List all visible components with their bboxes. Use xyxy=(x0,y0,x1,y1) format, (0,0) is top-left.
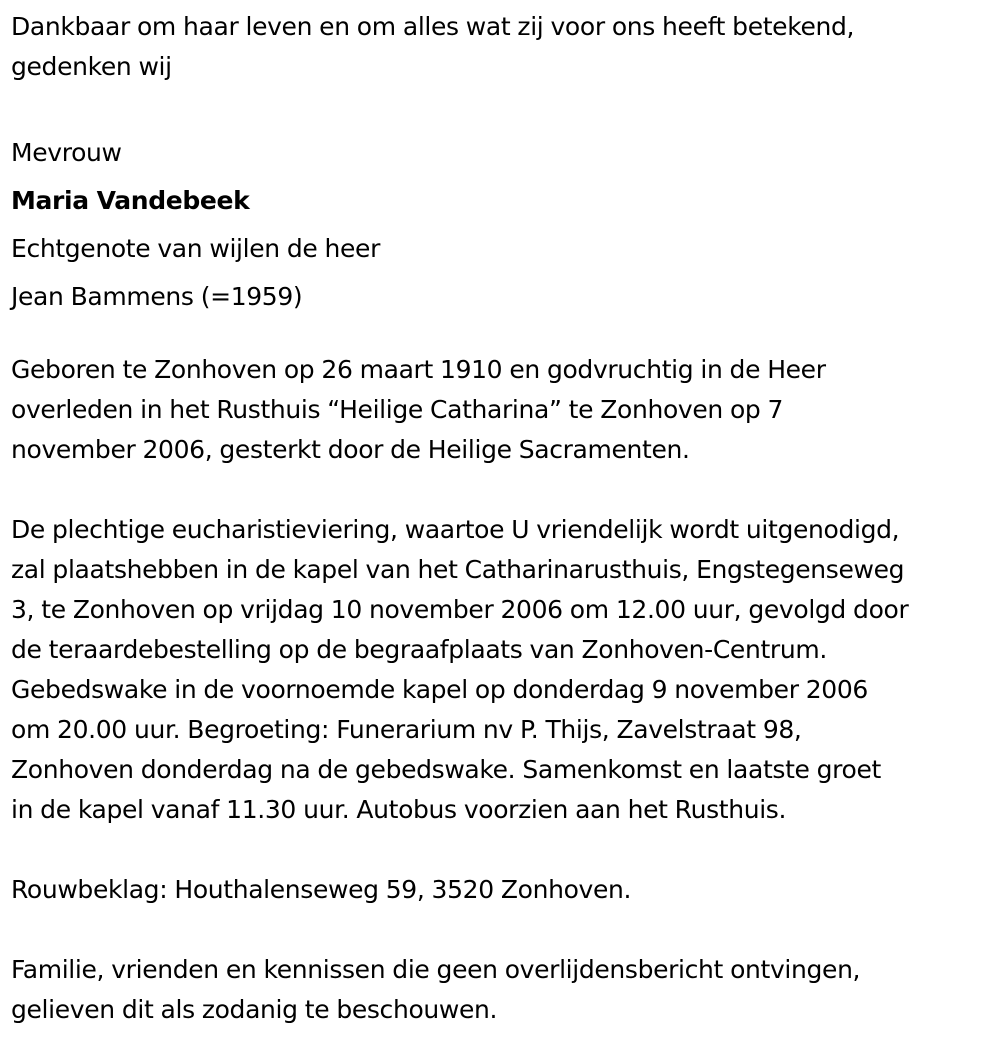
ceremony-line: in de kapel vanaf 11.30 uur. Autobus voorzien aan het Rusthuis. xyxy=(11,795,787,824)
birth-line: Geboren te Zonhoven op 26 maart 1910 en godvruchtig in de Heer xyxy=(11,355,826,384)
honorific-title: Mevrouw xyxy=(11,138,122,167)
intro-line: Dankbaar om haar leven en om alles wat zij voor ons heeft betekend, xyxy=(11,12,855,41)
ceremony-line: De plechtige eucharistieviering, waartoe U vriendelijk wordt uitgenodigd, xyxy=(11,515,900,544)
closing-line: Familie, vrienden en kennissen die geen overlijdensbericht ontvingen, xyxy=(11,955,861,984)
spouse-line: Jean Bammens (=1959) xyxy=(11,282,303,311)
ceremony-line: 3, te Zonhoven op vrijdag 10 november 2006 om 12.00 uur, gevolgd door xyxy=(11,595,909,624)
ceremony-line: Gebedswake in de voornoemde kapel op donderdag 9 november 2006 xyxy=(11,675,868,704)
spacer xyxy=(11,830,996,870)
condolence-paragraph xyxy=(11,870,996,910)
ceremony-paragraph xyxy=(11,510,996,830)
deceased-name: Maria Vandebeek xyxy=(11,186,250,215)
spacer xyxy=(11,910,996,950)
obituary-notice xyxy=(11,0,996,1030)
birth-death-paragraph xyxy=(11,350,996,470)
ceremony-line: Zonhoven donderdag na de gebedswake. Samenkomst en laatste groet xyxy=(11,755,881,784)
birth-line: overleden in het Rusthuis “Heilige Catharina” te Zonhoven op 7 xyxy=(11,395,784,424)
ceremony-line: om 20.00 uur. Begroeting: Funerarium nv P. Thijs, Zavelstraat 98, xyxy=(11,715,802,744)
intro-paragraph xyxy=(11,7,996,87)
intro-line: gedenken wij xyxy=(11,52,172,81)
condolence-address: Rouwbeklag: Houthalenseweg 59, 3520 Zonhoven. xyxy=(11,875,632,904)
spacer xyxy=(11,470,996,510)
closing-line: gelieven dit als zodanig te beschouwen. xyxy=(11,995,498,1024)
spouse-line: Echtgenote van wijlen de heer xyxy=(11,234,381,263)
closing-paragraph xyxy=(11,950,996,1030)
name-block xyxy=(11,129,996,321)
ceremony-line: zal plaatshebben in de kapel van het Catharinarusthuis, Engstegenseweg xyxy=(11,555,905,584)
birth-line: november 2006, gesterkt door de Heilige Sacramenten. xyxy=(11,435,690,464)
ceremony-line: de teraardebestelling op de begraafplaats van Zonhoven-Centrum. xyxy=(11,635,827,664)
